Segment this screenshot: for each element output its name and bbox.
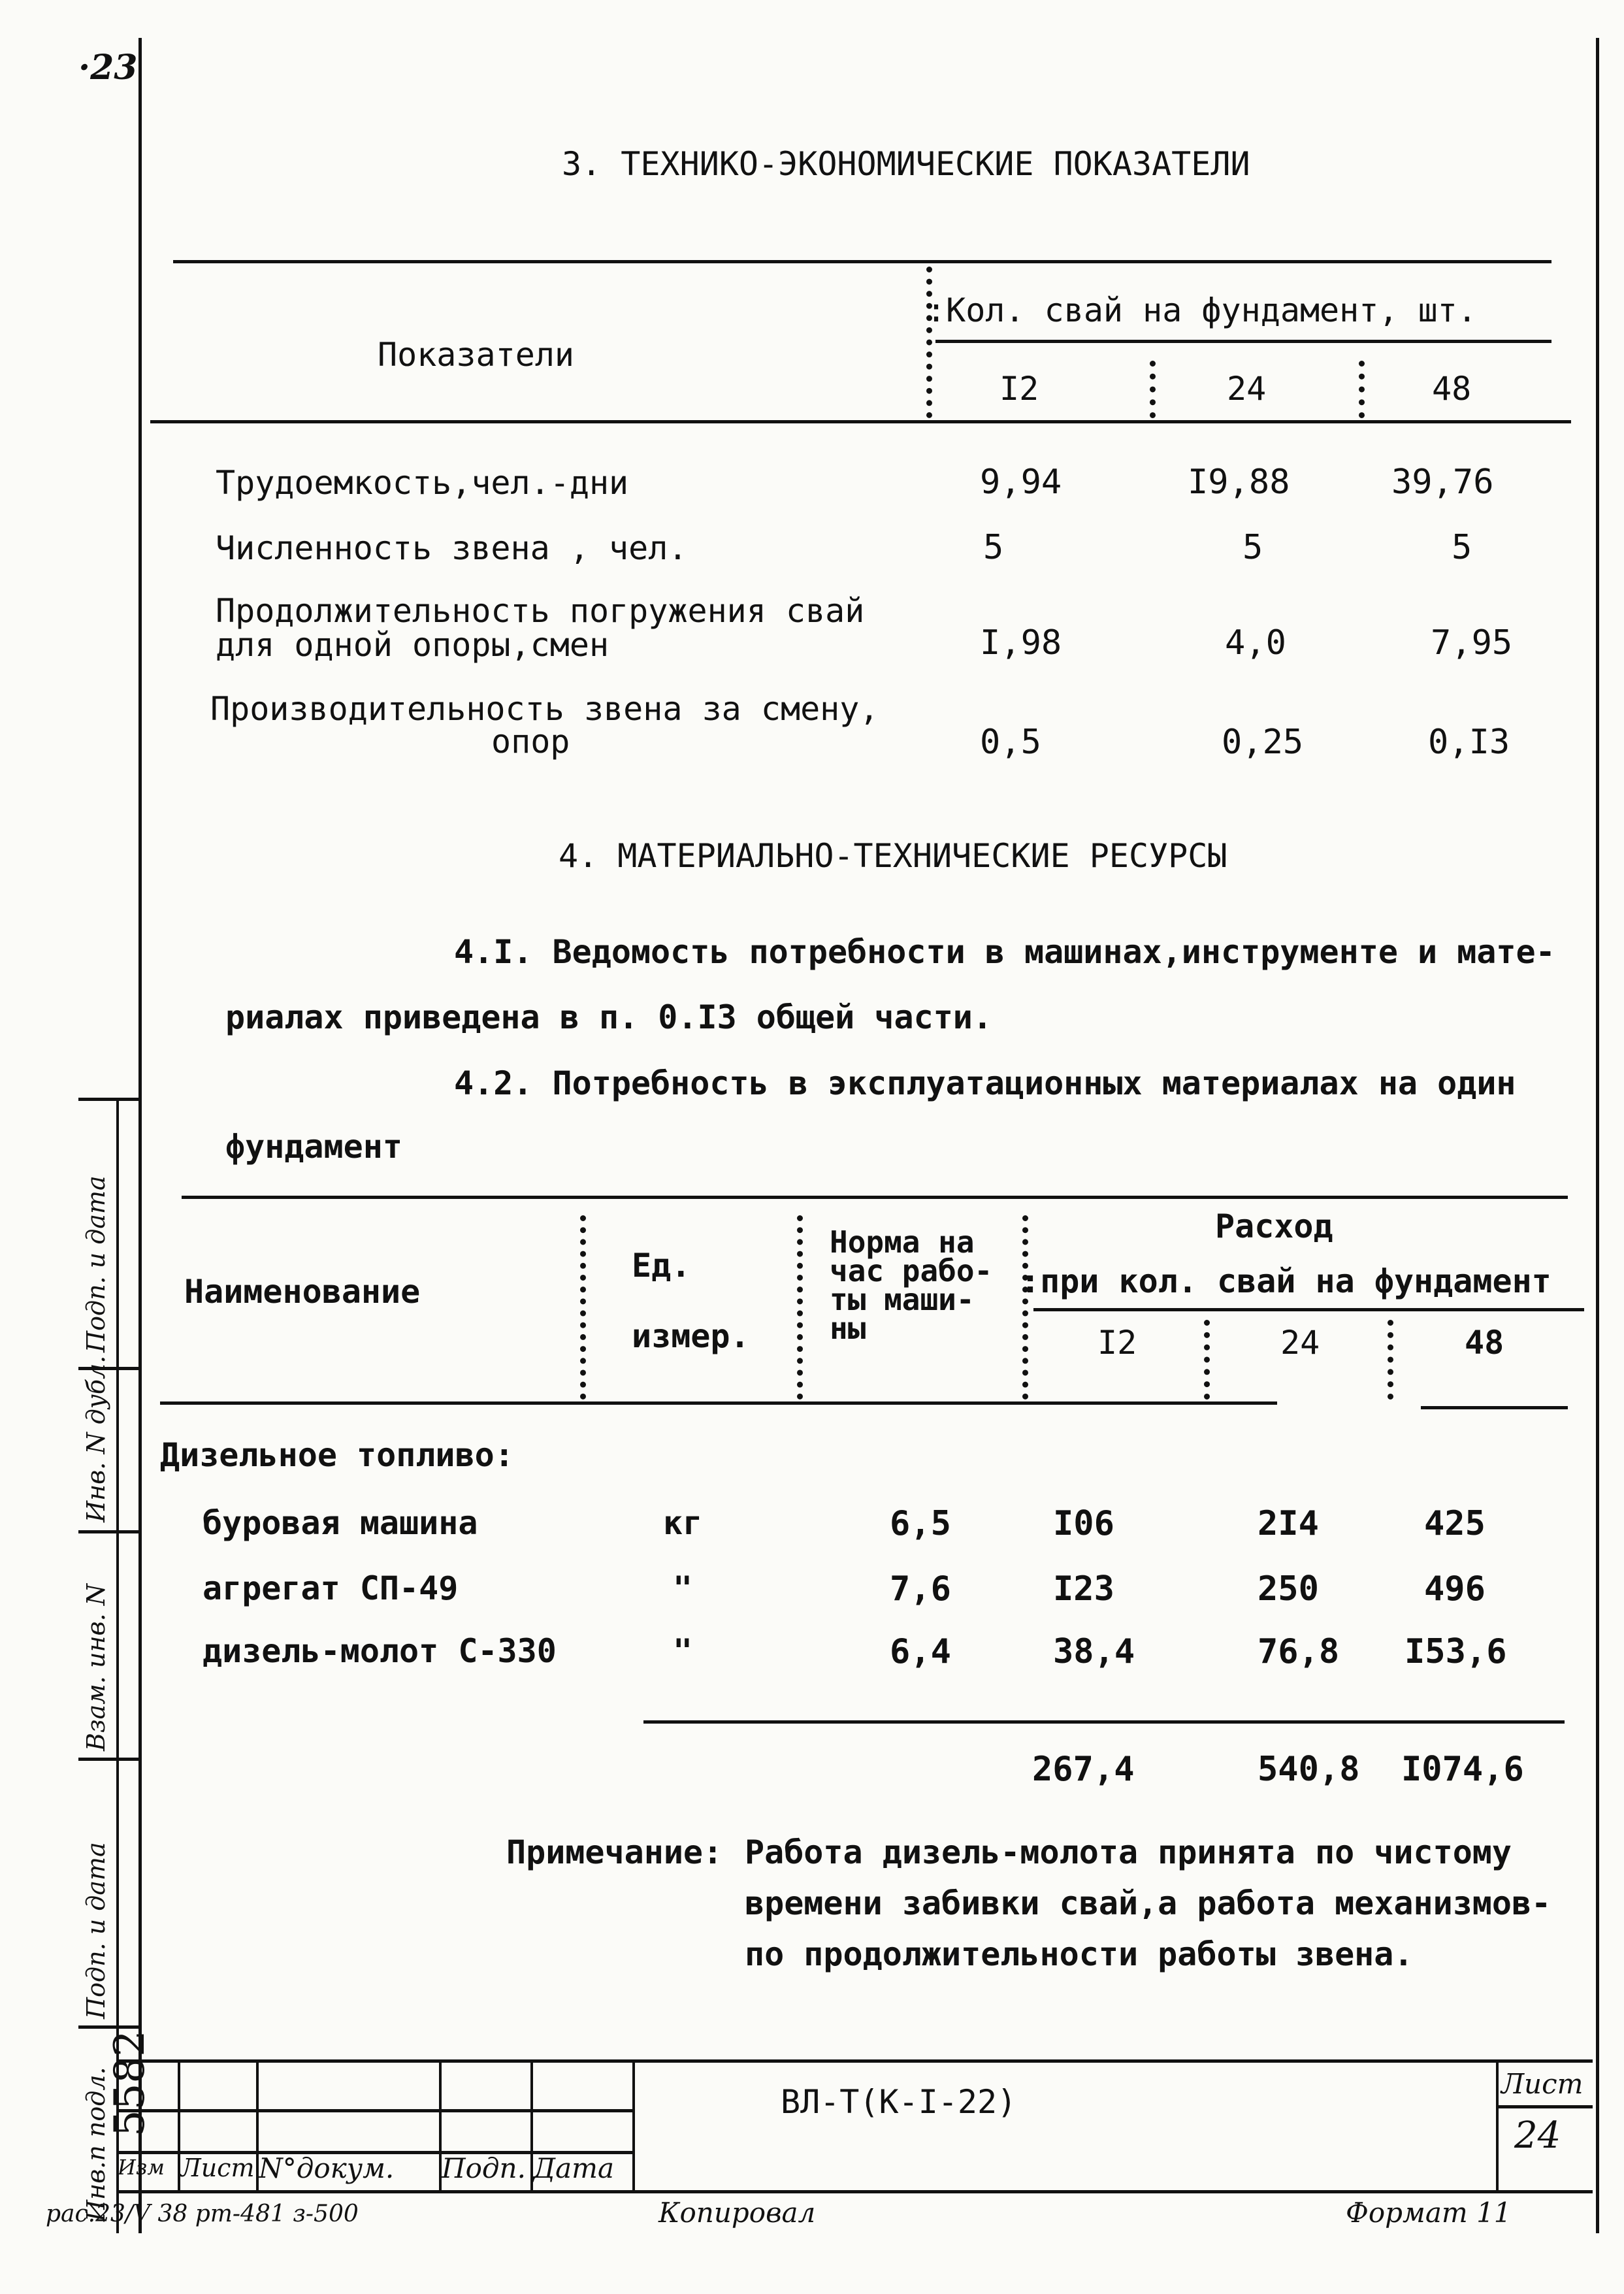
table2-header-name: Наименование xyxy=(184,1273,421,1311)
table2-totals-rule xyxy=(643,1720,1565,1724)
sheet-label: Лист xyxy=(1501,2068,1583,2100)
side-strip-h3 xyxy=(78,1758,140,1761)
sheet-number: 24 xyxy=(1514,2114,1561,2157)
note-line-3: по продолжительности работы звена. xyxy=(745,1935,1414,1973)
tb-col-izm: Изм xyxy=(118,2155,165,2180)
table1-row1-label: Трудоемкость,чел.-дни xyxy=(216,464,629,502)
note-line-2: времени забивки свай,а работа механизмов- xyxy=(745,1884,1551,1922)
titleblock-top xyxy=(116,2059,1593,2063)
table2-row2-v1: I23 xyxy=(1053,1569,1114,1609)
bottom-stamp-left: рас.23/V 38 рт-481 з-500 xyxy=(46,2201,359,2227)
table1-row4-v2: 0,25 xyxy=(1222,723,1304,762)
table2-row3-norm: 6,4 xyxy=(890,1632,951,1671)
titleblock-v6 xyxy=(1496,2059,1499,2190)
table1-row1-v3: 39,76 xyxy=(1391,463,1494,502)
page-mark: ·23 xyxy=(78,48,138,88)
section3-title: 3. ТЕХНИКО-ЭКОНОМИЧЕСКИЕ ПОКАЗАТЕЛИ xyxy=(562,145,1250,183)
table2-header-unit-1: Ед. xyxy=(632,1247,691,1285)
section4-p2-line1: 4.2. Потребность в эксплуатационных материалах на один xyxy=(454,1064,1516,1102)
table1-group-rule xyxy=(935,340,1551,343)
table2-header-norm-2: час рабо- xyxy=(830,1253,993,1288)
table2-row3-name: дизель-молот С-330 xyxy=(203,1632,557,1670)
side-label-1: Инв.п подл. xyxy=(82,2067,110,2221)
table1-row3-label-1: Продолжительность погружения свай xyxy=(216,592,865,630)
side-label-5: Подп. и дата xyxy=(82,1175,110,1352)
note-label: Примечание: xyxy=(506,1833,723,1871)
table2-row3-v1: 38,4 xyxy=(1053,1632,1135,1671)
table2-header-rashod-1: Расход xyxy=(1215,1207,1333,1245)
table2-row3-v2: 76,8 xyxy=(1258,1632,1340,1671)
table2-total-1: 267,4 xyxy=(1032,1750,1135,1789)
table2-divider-c1 xyxy=(1204,1320,1210,1400)
bottom-stamp-right: Формат 11 xyxy=(1346,2197,1512,2229)
table2-total-3: I074,6 xyxy=(1401,1750,1524,1789)
table1-row2-label: Численность звена , чел. xyxy=(216,529,688,567)
table2-row1-v1: I06 xyxy=(1053,1504,1114,1543)
side-label-4: Инв. N дубл. xyxy=(82,1355,110,1522)
table2-col-2: 24 xyxy=(1280,1324,1320,1362)
section4-p1-line1: 4.I. Ведомость потребности в машинах,инструменте и мате- xyxy=(454,933,1555,971)
table1-row3-label-2: для одной опоры,смен xyxy=(216,626,609,664)
table2-row1-v3: 425 xyxy=(1424,1504,1486,1543)
table2-row1-name: буровая машина xyxy=(203,1504,478,1542)
table2-row1-unit: кг xyxy=(663,1504,703,1542)
table2-divider-unit xyxy=(797,1215,803,1400)
side-strip-h2 xyxy=(78,1530,140,1533)
table2-divider-name xyxy=(580,1215,586,1400)
table2-header-rule xyxy=(160,1401,1277,1405)
table2-group-label: Дизельное топливо: xyxy=(160,1436,514,1474)
table2-row2-v2: 250 xyxy=(1258,1569,1319,1609)
table1-top-rule xyxy=(173,260,1551,263)
table1-row3-v3: 7,95 xyxy=(1431,623,1513,663)
table1-header-rule xyxy=(150,420,1571,423)
inv-number: 5582 xyxy=(106,2030,154,2137)
table1-row4-label-1: Производительность звена за смену, xyxy=(210,690,879,728)
side-label-2: Подп. и дата xyxy=(82,1842,110,2019)
table2-row2-unit: " xyxy=(673,1569,693,1607)
table1-col-2: 24 xyxy=(1227,370,1267,408)
table2-total-2: 540,8 xyxy=(1258,1750,1360,1789)
section4-p1-line2: риалах приведена в п. 0.I3 общей части. xyxy=(225,998,992,1036)
side-label-3: Взам. инв. N xyxy=(82,1584,110,1751)
titleblock-bottom xyxy=(116,2190,1593,2193)
table2-row2-name: агрегат СП-49 xyxy=(203,1569,459,1607)
table2-row1-norm: 6,5 xyxy=(890,1504,951,1543)
table1-row4-label-2: опор xyxy=(491,723,570,761)
table2-row2-norm: 7,6 xyxy=(890,1569,951,1609)
doc-code: ВЛ-Т(К-I-22) xyxy=(781,2083,1017,2121)
table1-row3-v2: 4,0 xyxy=(1225,623,1286,663)
table1-divider-c1 xyxy=(1150,361,1156,418)
table1-row1-v2: I9,88 xyxy=(1188,463,1290,502)
table2-row3-v3: I53,6 xyxy=(1405,1632,1507,1671)
table1-col-3: 48 xyxy=(1432,370,1472,408)
tb-col-doc: N°докум. xyxy=(259,2152,395,2184)
bottom-stamp-middle: Копировал xyxy=(658,2197,816,2229)
table2-header-unit-2: измер. xyxy=(632,1317,750,1355)
table1-header-main: Показатели xyxy=(378,336,575,374)
table1-divider-main xyxy=(926,267,932,418)
table2-row2-v3: 496 xyxy=(1424,1569,1486,1609)
table1-row2-v2: 5 xyxy=(1242,528,1263,567)
table1-row4-v1: 0,5 xyxy=(980,723,1041,762)
titleblock-v5 xyxy=(632,2059,635,2190)
titleblock-row1 xyxy=(116,2109,632,2112)
table1-row2-v3: 5 xyxy=(1452,528,1472,567)
titleblock-sheet-rule xyxy=(1496,2105,1593,2108)
section4-title: 4. МАТЕРИАЛЬНО-ТЕХНИЧЕСКИЕ РЕСУРСЫ xyxy=(559,837,1227,875)
tb-col-data: Дата xyxy=(533,2152,615,2184)
side-strip-top xyxy=(78,1098,140,1101)
table2-divider-c2 xyxy=(1388,1320,1393,1400)
table2-header-rule-right xyxy=(1421,1406,1568,1409)
section4-p2-line2: фундамент xyxy=(225,1128,402,1166)
table2-header-rashod-2: :при кол. свай на фундамент xyxy=(1020,1262,1551,1300)
table2-header-norm-1: Норма на xyxy=(830,1224,975,1260)
table2-header-norm-4: ны xyxy=(830,1311,866,1346)
table2-row3-unit: " xyxy=(673,1632,693,1670)
table2-col-1: I2 xyxy=(1097,1324,1137,1362)
table1-row3-v1: I,98 xyxy=(980,623,1062,663)
table2-row1-v2: 2I4 xyxy=(1258,1504,1319,1543)
tb-col-list: Лист xyxy=(180,2154,255,2182)
table2-group-rule xyxy=(1033,1308,1584,1311)
table1-row4-v3: 0,I3 xyxy=(1428,723,1510,762)
table2-header-norm-3: ты маши- xyxy=(830,1282,975,1317)
table1-row2-v1: 5 xyxy=(983,528,1004,567)
table2-col-3: 48 xyxy=(1465,1324,1504,1362)
table1-divider-c2 xyxy=(1359,361,1365,418)
note-line-1: Работа дизель-молота принята по чистому xyxy=(745,1833,1512,1871)
table2-top-rule xyxy=(182,1196,1568,1199)
table1-header-group: :Кол. свай на фундамент, шт. xyxy=(926,291,1477,329)
table2-divider-norm xyxy=(1022,1215,1028,1400)
side-strip-h4 xyxy=(78,2025,140,2029)
tb-col-podp: Подп. xyxy=(442,2152,526,2184)
table1-row1-v1: 9,94 xyxy=(980,463,1062,502)
table1-col-1: I2 xyxy=(999,370,1039,408)
